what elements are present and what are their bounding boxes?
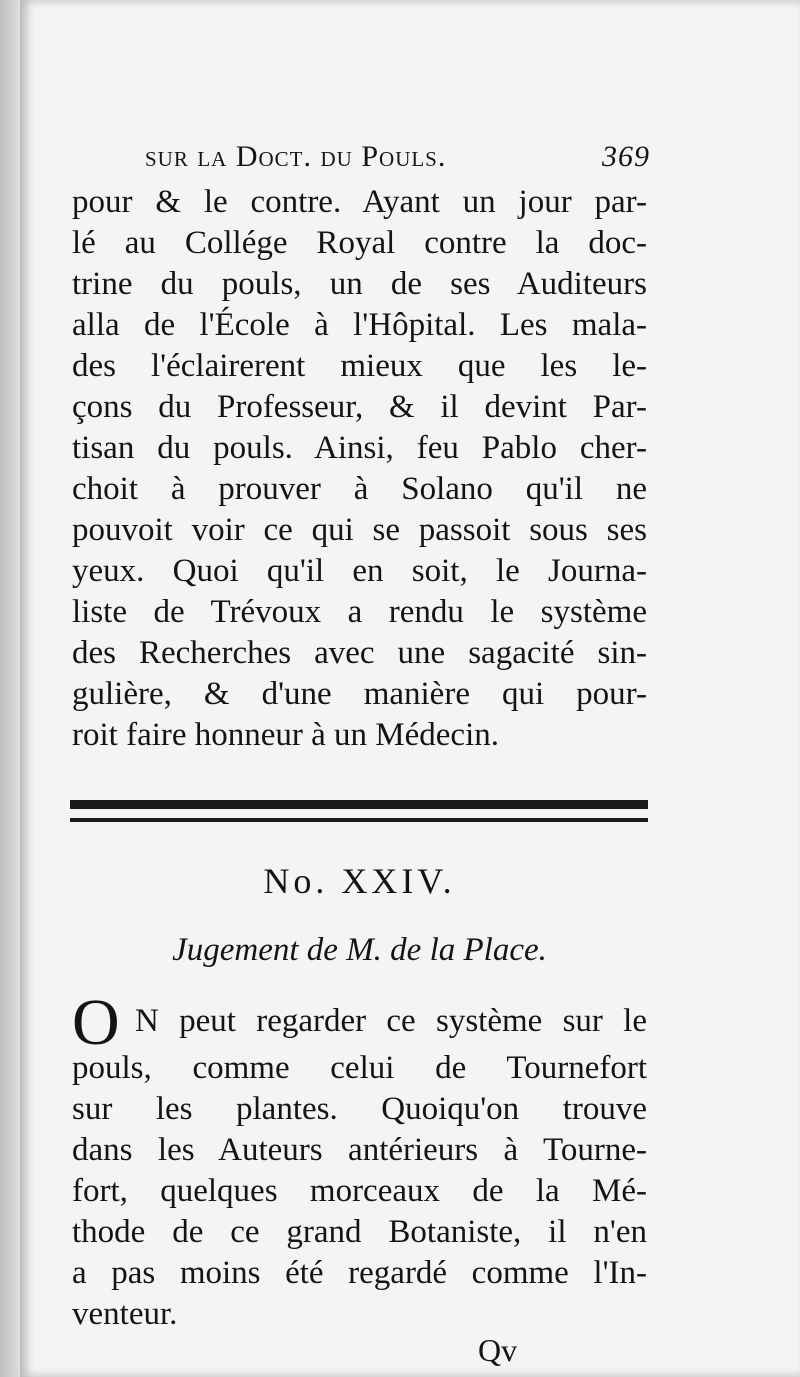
page-number: 369 bbox=[602, 140, 650, 173]
text-line: trine du pouls, un de ses Auditeurs bbox=[72, 266, 647, 302]
text-line: dans les Auteurs antérieurs à Tourne- bbox=[72, 1132, 647, 1168]
text-line: çons du Professeur, & il devint Par- bbox=[72, 389, 647, 425]
text-line: des l'éclairerent mieux que les le- bbox=[72, 348, 647, 384]
text-line: alla de l'École à l'Hôpital. Les mala- bbox=[72, 307, 647, 343]
text-line: tisan du pouls. Ainsi, feu Pablo cher- bbox=[72, 430, 647, 466]
text-line: yeux. Quoi qu'il en soit, le Journa- bbox=[72, 553, 647, 589]
text-line: gulière, & d'une manière qui pour- bbox=[72, 676, 647, 712]
ornamental-rule-thick bbox=[70, 800, 648, 809]
ornamental-rule-thin bbox=[70, 818, 648, 822]
section-subtitle: Jugement de M. de la Place. bbox=[172, 932, 547, 968]
text-line: N peut regarder ce système sur le bbox=[135, 1003, 647, 1039]
text-line-last: venteur. bbox=[72, 1296, 178, 1332]
drop-cap: O bbox=[72, 986, 120, 1059]
section-number: No. XXIV. bbox=[263, 861, 456, 901]
text-line: des Recherches avec une sagacité sin- bbox=[72, 635, 647, 671]
text-line: lé au Collége Royal contre la doc- bbox=[72, 225, 647, 261]
text-line: pouls, comme celui de Tournefort bbox=[72, 1050, 647, 1086]
text-line: sur les plantes. Quoiqu'on trouve bbox=[72, 1091, 647, 1127]
catchword: Qv bbox=[478, 1332, 518, 1368]
text-line: choit à prouver à Solano qu'il ne bbox=[72, 471, 647, 507]
running-title: sur la Doct. du Pouls. bbox=[145, 140, 447, 173]
running-header bbox=[145, 140, 650, 180]
text-line: fort, quelques morceaux de la Mé- bbox=[72, 1173, 647, 1209]
text-line: a pas moins été regardé comme l'In- bbox=[72, 1255, 647, 1291]
text-line: pouvoit voir ce qui se passoit sous ses bbox=[72, 512, 647, 548]
text-line-last: roit faire honneur à un Médecin. bbox=[72, 717, 500, 753]
text-line: thode de ce grand Botaniste, il n'en bbox=[72, 1214, 647, 1250]
text-line: pour & le contre. Ayant un jour par- bbox=[72, 184, 647, 220]
text-line: liste de Trévoux a rendu le système bbox=[72, 594, 647, 630]
book-gutter bbox=[0, 0, 22, 1377]
